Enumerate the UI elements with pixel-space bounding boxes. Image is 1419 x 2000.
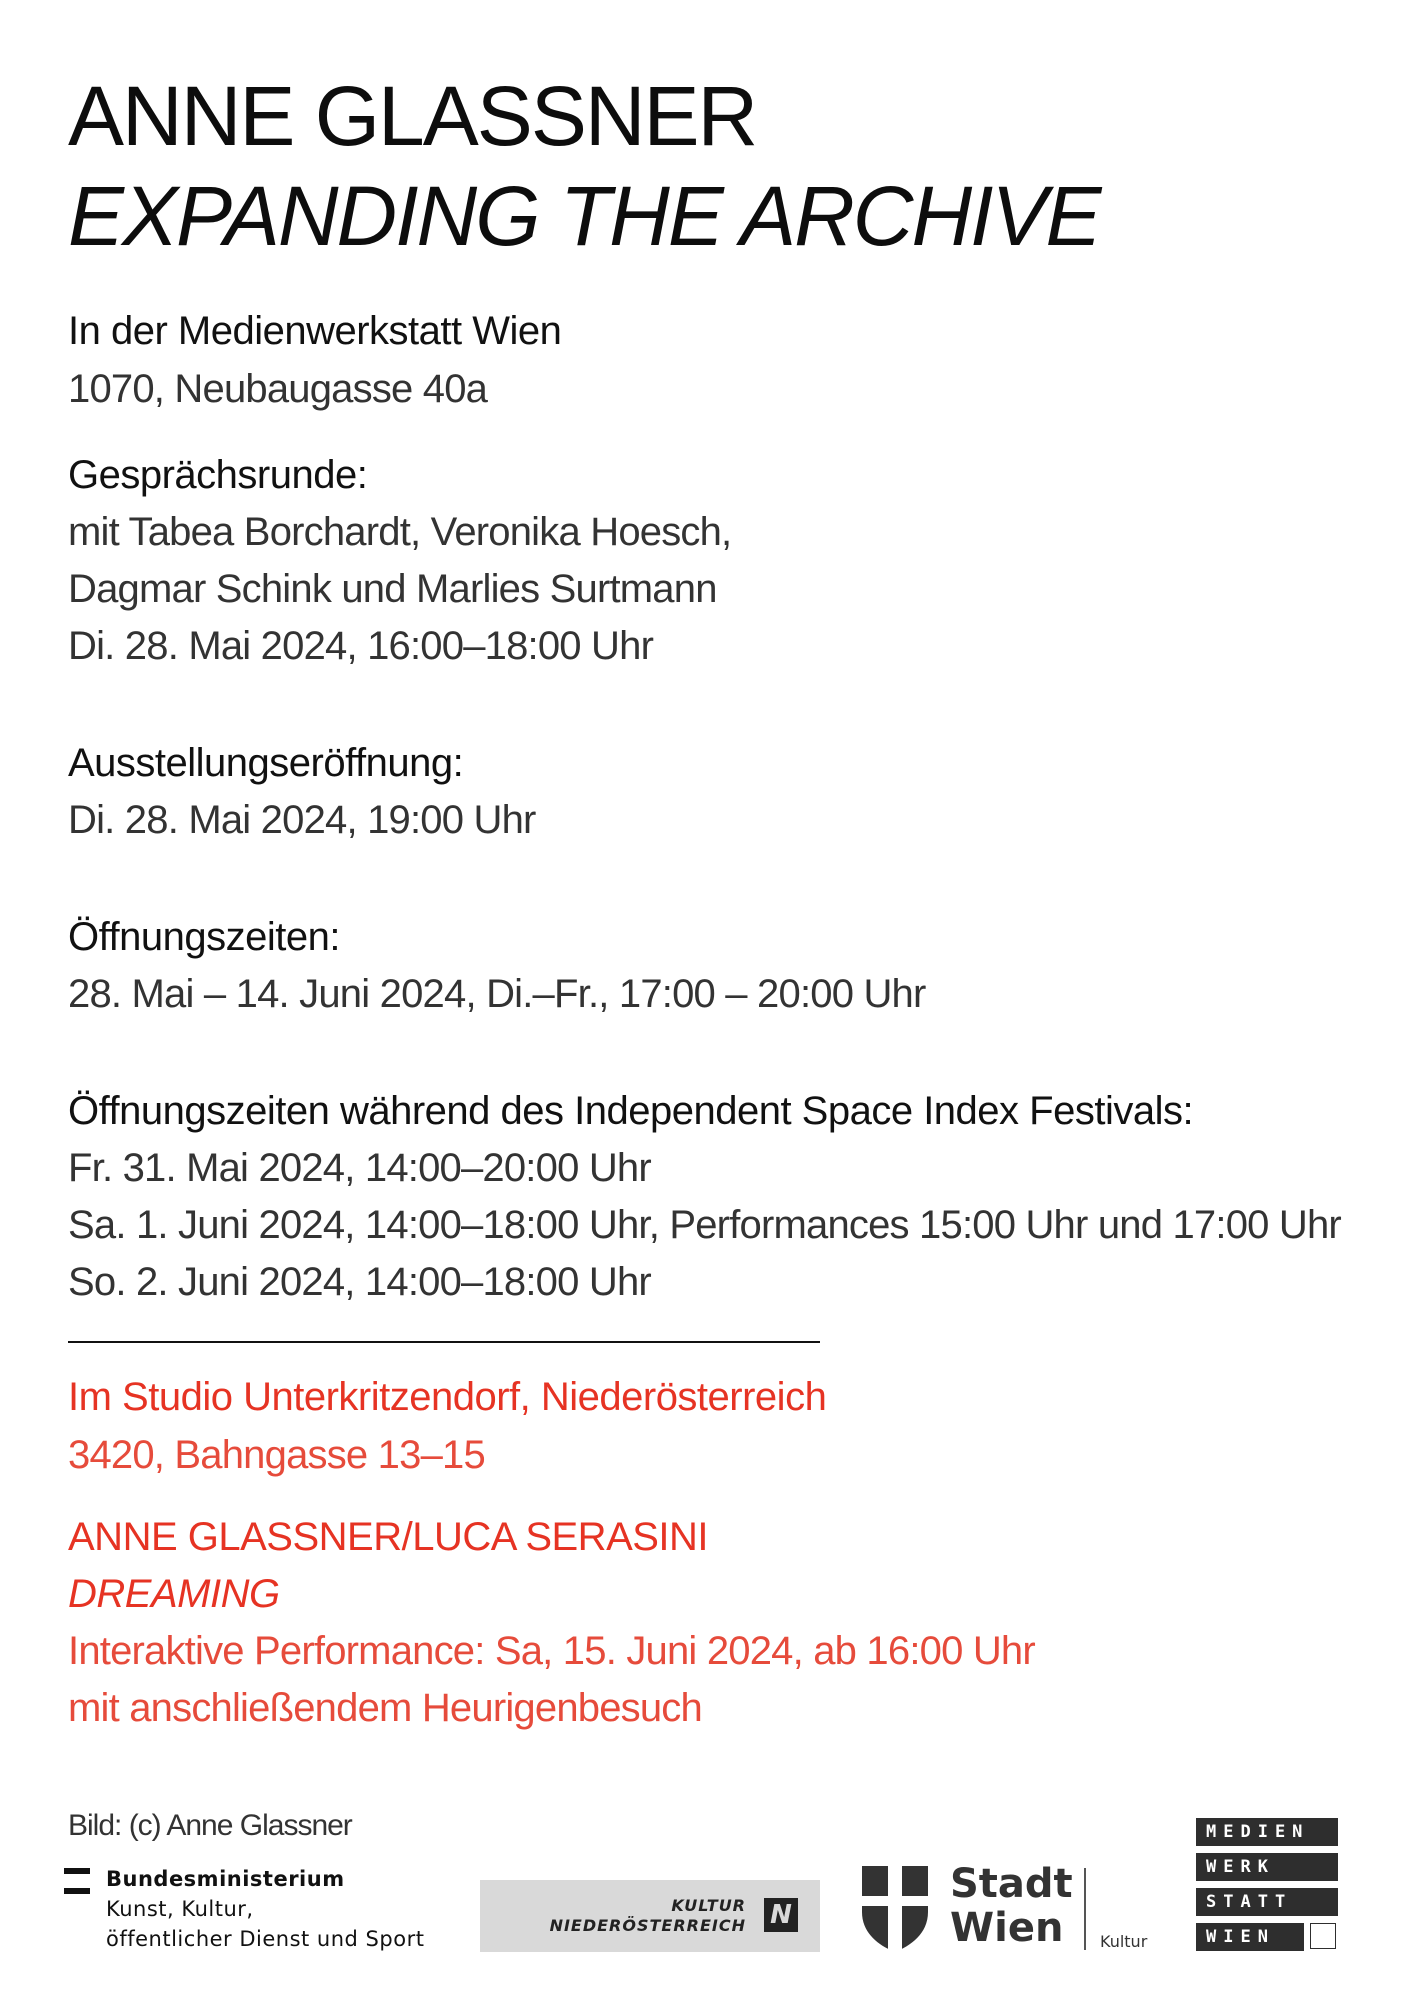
medienwerkstatt-line-3: STATT <box>1196 1888 1338 1916</box>
talk-heading: Gesprächsrunde: <box>68 453 368 497</box>
opening-heading: Ausstellungseröffnung: <box>68 741 464 785</box>
festival-line-2: Sa. 1. Juni 2024, 14:00–18:00 Uhr, Performances 15:00 Uhr und 17:00 Uhr <box>68 1203 1341 1247</box>
stadt-wien-kultur: Kultur <box>1100 1932 1148 1951</box>
image-credit: Bild: (c) Anne Glassner <box>68 1809 352 1842</box>
medienwerkstatt-last-row <box>1196 1923 1338 1951</box>
hours-value: 28. Mai – 14. Juni 2024, Di.–Fr., 17:00 – 20:00 Uhr <box>68 972 926 1016</box>
ministry-line-3: öffentlicher Dienst und Sport <box>106 1927 425 1951</box>
medienwerkstatt-line-1: MEDIEN <box>1196 1818 1338 1846</box>
kultur-noe-line-1: KULTUR <box>671 1896 746 1915</box>
divider <box>68 1341 820 1343</box>
stadt-wien-separator <box>1084 1868 1086 1950</box>
exhibition-title: EXPANDING THE ARCHIVE <box>68 169 1100 263</box>
medienwerkstatt-line-4: WIEN <box>1196 1923 1304 1951</box>
performance-date: Interaktive Performance: Sa, 15. Juni 2024, ab 16:00 Uhr <box>68 1629 1035 1673</box>
stadt-wien-line-2: Wien <box>950 1905 1064 1951</box>
medienwerkstatt-logo <box>1196 1818 1338 1951</box>
performance-artists: ANNE GLASSNER/LUCA SERASINI <box>68 1515 709 1559</box>
medienwerkstatt-line-2: WERK <box>1196 1853 1338 1881</box>
medienwerkstatt-square-icon <box>1310 1923 1336 1949</box>
studio-name: Im Studio Unterkritzendorf, Niederösterreich <box>68 1375 827 1419</box>
kultur-noe-text <box>550 1896 746 1936</box>
opening-date: Di. 28. Mai 2024, 19:00 Uhr <box>68 798 536 842</box>
festival-heading: Öffnungszeiten während des Independent Space Index Festivals: <box>68 1089 1194 1133</box>
talk-participants-1: mit Tabea Borchardt, Veronika Hoesch, <box>68 510 732 554</box>
austria-flag-icon <box>64 1868 90 1897</box>
talk-date: Di. 28. Mai 2024, 16:00–18:00 Uhr <box>68 624 654 668</box>
performance-title: DREAMING <box>68 1572 280 1616</box>
venue-address: 1070, Neubaugasse 40a <box>68 367 488 411</box>
artist-name: ANNE GLASSNER <box>68 69 757 163</box>
stadt-wien-line-1: Stadt <box>950 1861 1073 1907</box>
noe-mark-icon: N <box>764 1898 798 1932</box>
hours-heading: Öffnungszeiten: <box>68 915 340 959</box>
venue-name: In der Medienwerkstatt Wien <box>68 309 562 353</box>
studio-address: 3420, Bahngasse 13–15 <box>68 1433 485 1477</box>
performance-note: mit anschließendem Heurigenbesuch <box>68 1686 702 1730</box>
kultur-niederoesterreich-logo <box>480 1880 820 1952</box>
stadt-wien-logo <box>862 1861 1162 1956</box>
stadt-wien-text <box>950 1862 1073 1950</box>
ministry-text <box>106 1864 424 1954</box>
festival-line-3: So. 2. Juni 2024, 14:00–18:00 Uhr <box>68 1260 651 1304</box>
festival-line-1: Fr. 31. Mai 2024, 14:00–20:00 Uhr <box>68 1146 651 1190</box>
ministry-logo <box>64 1864 464 1964</box>
ministry-line-2: Kunst, Kultur, <box>106 1897 254 1921</box>
ministry-line-1: Bundesministerium <box>106 1867 345 1891</box>
vienna-shield-icon <box>862 1866 928 1952</box>
kultur-noe-line-2: NIEDERÖSTERREICH <box>549 1916 746 1935</box>
talk-participants-2: Dagmar Schink und Marlies Surtmann <box>68 567 717 611</box>
